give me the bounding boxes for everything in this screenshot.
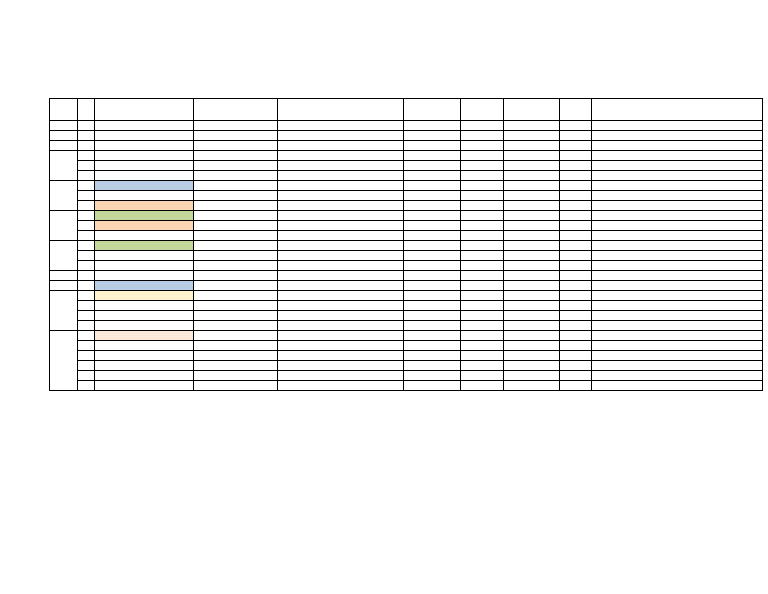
entry-cell[interactable] bbox=[461, 151, 504, 161]
gmail-cell[interactable] bbox=[278, 141, 404, 151]
designation-cell[interactable] bbox=[194, 181, 278, 191]
phone-cell[interactable] bbox=[404, 141, 461, 151]
table-row bbox=[50, 211, 763, 221]
table-row bbox=[50, 341, 763, 351]
col-header-entry bbox=[461, 99, 504, 121]
table-row bbox=[50, 241, 763, 251]
sl-cell[interactable] bbox=[78, 381, 95, 391]
header-row bbox=[50, 99, 763, 121]
status-cell[interactable] bbox=[504, 181, 560, 191]
status-cell[interactable] bbox=[504, 161, 560, 171]
blood-group-cell[interactable] bbox=[560, 271, 592, 281]
col-header-phone bbox=[404, 99, 461, 121]
blood-group-cell[interactable] bbox=[560, 201, 592, 211]
designation-cell[interactable] bbox=[194, 281, 278, 291]
entry-cell[interactable] bbox=[461, 121, 504, 131]
phone-cell[interactable] bbox=[404, 201, 461, 211]
designation-cell[interactable] bbox=[194, 291, 278, 301]
designation-cell[interactable] bbox=[194, 211, 278, 221]
table-row bbox=[50, 281, 763, 291]
entry-cell[interactable] bbox=[461, 171, 504, 181]
batch-cell[interactable] bbox=[50, 331, 78, 391]
phone-cell[interactable] bbox=[404, 291, 461, 301]
designation-cell[interactable] bbox=[194, 201, 278, 211]
blood-group-cell[interactable] bbox=[560, 241, 592, 251]
entry-cell[interactable] bbox=[461, 331, 504, 341]
phone-cell[interactable] bbox=[404, 221, 461, 231]
gmail-cell[interactable] bbox=[278, 291, 404, 301]
name-cell[interactable] bbox=[95, 121, 194, 131]
name-cell[interactable] bbox=[95, 141, 194, 151]
status-cell[interactable] bbox=[504, 141, 560, 151]
sl-cell[interactable] bbox=[78, 301, 95, 311]
col-header-designation bbox=[194, 99, 278, 121]
name-cell[interactable] bbox=[95, 371, 194, 381]
entry-cell[interactable] bbox=[461, 341, 504, 351]
status-cell[interactable] bbox=[504, 191, 560, 201]
entry-cell[interactable] bbox=[461, 251, 504, 261]
address-cell[interactable] bbox=[592, 371, 763, 381]
status-cell[interactable] bbox=[504, 311, 560, 321]
blood-group-cell[interactable] bbox=[560, 281, 592, 291]
phone-cell[interactable] bbox=[404, 351, 461, 361]
entry-cell[interactable] bbox=[461, 271, 504, 281]
phone-cell[interactable] bbox=[404, 171, 461, 181]
blood-group-cell[interactable] bbox=[560, 341, 592, 351]
name-cell[interactable] bbox=[95, 151, 194, 161]
batch-cell[interactable] bbox=[50, 281, 78, 291]
name-cell[interactable] bbox=[95, 131, 194, 141]
name-cell[interactable] bbox=[95, 351, 194, 361]
phone-cell[interactable] bbox=[404, 211, 461, 221]
designation-cell[interactable] bbox=[194, 131, 278, 141]
blood-group-cell[interactable] bbox=[560, 171, 592, 181]
blood-group-cell[interactable] bbox=[560, 121, 592, 131]
gmail-cell[interactable] bbox=[278, 371, 404, 381]
name-cell[interactable] bbox=[95, 201, 194, 211]
status-cell[interactable] bbox=[504, 291, 560, 301]
sl-cell[interactable] bbox=[78, 141, 95, 151]
entry-cell[interactable] bbox=[461, 281, 504, 291]
table-row bbox=[50, 351, 763, 361]
gmail-cell[interactable] bbox=[278, 341, 404, 351]
address-cell[interactable] bbox=[592, 311, 763, 321]
batch-cell[interactable] bbox=[50, 121, 78, 131]
blood-group-cell[interactable] bbox=[560, 161, 592, 171]
designation-cell[interactable] bbox=[194, 261, 278, 271]
blood-group-cell[interactable] bbox=[560, 381, 592, 391]
address-cell[interactable] bbox=[592, 341, 763, 351]
phone-cell[interactable] bbox=[404, 181, 461, 191]
sl-cell[interactable] bbox=[78, 171, 95, 181]
blood-group-cell[interactable] bbox=[560, 321, 592, 331]
address-cell[interactable] bbox=[592, 321, 763, 331]
sl-cell[interactable] bbox=[78, 371, 95, 381]
blood-group-cell[interactable] bbox=[560, 311, 592, 321]
sl-cell[interactable] bbox=[78, 251, 95, 261]
address-cell[interactable] bbox=[592, 271, 763, 281]
designation-cell[interactable] bbox=[194, 371, 278, 381]
blood-group-cell[interactable] bbox=[560, 151, 592, 161]
sl-cell[interactable] bbox=[78, 211, 95, 221]
sl-cell[interactable] bbox=[78, 261, 95, 271]
blood-group-cell[interactable] bbox=[560, 351, 592, 361]
blood-group-cell[interactable] bbox=[560, 221, 592, 231]
status-cell[interactable] bbox=[504, 371, 560, 381]
sl-cell[interactable] bbox=[78, 131, 95, 141]
blood-group-cell[interactable] bbox=[560, 251, 592, 261]
status-cell[interactable] bbox=[504, 381, 560, 391]
name-cell[interactable] bbox=[95, 261, 194, 271]
blood-group-cell[interactable] bbox=[560, 231, 592, 241]
sl-cell[interactable] bbox=[78, 181, 95, 191]
entry-cell[interactable] bbox=[461, 381, 504, 391]
team-table bbox=[49, 98, 763, 391]
name-cell[interactable] bbox=[95, 171, 194, 181]
status-cell[interactable] bbox=[504, 211, 560, 221]
address-cell[interactable] bbox=[592, 211, 763, 221]
address-cell[interactable] bbox=[592, 301, 763, 311]
sl-cell[interactable] bbox=[78, 231, 95, 241]
designation-cell[interactable] bbox=[194, 221, 278, 231]
designation-cell[interactable] bbox=[194, 251, 278, 261]
name-cell[interactable] bbox=[95, 381, 194, 391]
address-cell[interactable] bbox=[592, 291, 763, 301]
table-row bbox=[50, 141, 763, 151]
table-row bbox=[50, 191, 763, 201]
name-cell[interactable] bbox=[95, 291, 194, 301]
blood-group-cell[interactable] bbox=[560, 361, 592, 371]
gmail-cell[interactable] bbox=[278, 261, 404, 271]
col-header-status bbox=[504, 99, 560, 121]
blood-group-cell[interactable] bbox=[560, 331, 592, 341]
status-cell[interactable] bbox=[504, 251, 560, 261]
address-cell[interactable] bbox=[592, 181, 763, 191]
name-cell[interactable] bbox=[95, 221, 194, 231]
entry-cell[interactable] bbox=[461, 191, 504, 201]
table-row bbox=[50, 261, 763, 271]
gmail-cell[interactable] bbox=[278, 231, 404, 241]
status-cell[interactable] bbox=[504, 301, 560, 311]
address-cell[interactable] bbox=[592, 191, 763, 201]
designation-cell[interactable] bbox=[194, 171, 278, 181]
designation-cell[interactable] bbox=[194, 121, 278, 131]
entry-cell[interactable] bbox=[461, 221, 504, 231]
gmail-cell[interactable] bbox=[278, 351, 404, 361]
status-cell[interactable] bbox=[504, 351, 560, 361]
designation-cell[interactable] bbox=[194, 381, 278, 391]
address-cell[interactable] bbox=[592, 161, 763, 171]
table-row bbox=[50, 221, 763, 231]
phone-cell[interactable] bbox=[404, 161, 461, 171]
sl-cell[interactable] bbox=[78, 241, 95, 251]
designation-cell[interactable] bbox=[194, 141, 278, 151]
entry-cell[interactable] bbox=[461, 361, 504, 371]
gmail-cell[interactable] bbox=[278, 271, 404, 281]
phone-cell[interactable] bbox=[404, 331, 461, 341]
name-cell[interactable] bbox=[95, 311, 194, 321]
table-row bbox=[50, 371, 763, 381]
address-cell[interactable] bbox=[592, 281, 763, 291]
designation-cell[interactable] bbox=[194, 331, 278, 341]
table-row bbox=[50, 331, 763, 341]
name-cell[interactable] bbox=[95, 331, 194, 341]
address-cell[interactable] bbox=[592, 171, 763, 181]
address-cell[interactable] bbox=[592, 241, 763, 251]
table-row bbox=[50, 231, 763, 241]
batch-cell[interactable] bbox=[50, 241, 78, 271]
phone-cell[interactable] bbox=[404, 301, 461, 311]
address-cell[interactable] bbox=[592, 151, 763, 161]
sl-cell[interactable] bbox=[78, 161, 95, 171]
phone-cell[interactable] bbox=[404, 271, 461, 281]
entry-cell[interactable] bbox=[461, 201, 504, 211]
entry-cell[interactable] bbox=[461, 241, 504, 251]
address-cell[interactable] bbox=[592, 381, 763, 391]
phone-cell[interactable] bbox=[404, 361, 461, 371]
designation-cell[interactable] bbox=[194, 341, 278, 351]
col-header-name bbox=[95, 99, 194, 121]
status-cell[interactable] bbox=[504, 221, 560, 231]
address-cell[interactable] bbox=[592, 261, 763, 271]
sl-cell[interactable] bbox=[78, 361, 95, 371]
entry-cell[interactable] bbox=[461, 321, 504, 331]
status-cell[interactable] bbox=[504, 171, 560, 181]
status-cell[interactable] bbox=[504, 201, 560, 211]
gmail-cell[interactable] bbox=[278, 331, 404, 341]
batch-cell[interactable] bbox=[50, 211, 78, 241]
gmail-cell[interactable] bbox=[278, 171, 404, 181]
sl-cell[interactable] bbox=[78, 331, 95, 341]
status-cell[interactable] bbox=[504, 281, 560, 291]
table-row bbox=[50, 311, 763, 321]
name-cell[interactable] bbox=[95, 251, 194, 261]
table-row bbox=[50, 271, 763, 281]
address-cell[interactable] bbox=[592, 231, 763, 241]
phone-cell[interactable] bbox=[404, 131, 461, 141]
gmail-cell[interactable] bbox=[278, 301, 404, 311]
blood-group-cell[interactable] bbox=[560, 371, 592, 381]
sl-cell[interactable] bbox=[78, 291, 95, 301]
batch-cell[interactable] bbox=[50, 131, 78, 141]
name-cell[interactable] bbox=[95, 241, 194, 251]
name-cell[interactable] bbox=[95, 301, 194, 311]
gmail-cell[interactable] bbox=[278, 361, 404, 371]
status-cell[interactable] bbox=[504, 271, 560, 281]
status-cell[interactable] bbox=[504, 151, 560, 161]
entry-cell[interactable] bbox=[461, 231, 504, 241]
sl-cell[interactable] bbox=[78, 341, 95, 351]
table-row bbox=[50, 381, 763, 391]
entry-cell[interactable] bbox=[461, 181, 504, 191]
sl-cell[interactable] bbox=[78, 221, 95, 231]
table-row bbox=[50, 121, 763, 131]
gmail-cell[interactable] bbox=[278, 211, 404, 221]
phone-cell[interactable] bbox=[404, 121, 461, 131]
designation-cell[interactable] bbox=[194, 231, 278, 241]
address-cell[interactable] bbox=[592, 201, 763, 211]
batch-cell[interactable] bbox=[50, 151, 78, 181]
name-cell[interactable] bbox=[95, 271, 194, 281]
sl-cell[interactable] bbox=[78, 121, 95, 131]
table-row bbox=[50, 161, 763, 171]
entry-cell[interactable] bbox=[461, 141, 504, 151]
entry-cell[interactable] bbox=[461, 161, 504, 171]
table-row bbox=[50, 151, 763, 161]
name-cell[interactable] bbox=[95, 231, 194, 241]
status-cell[interactable] bbox=[504, 261, 560, 271]
phone-cell[interactable] bbox=[404, 241, 461, 251]
status-cell[interactable] bbox=[504, 361, 560, 371]
designation-cell[interactable] bbox=[194, 361, 278, 371]
status-cell[interactable] bbox=[504, 341, 560, 351]
gmail-cell[interactable] bbox=[278, 251, 404, 261]
entry-cell[interactable] bbox=[461, 311, 504, 321]
name-cell[interactable] bbox=[95, 321, 194, 331]
address-cell[interactable] bbox=[592, 331, 763, 341]
designation-cell[interactable] bbox=[194, 311, 278, 321]
gmail-cell[interactable] bbox=[278, 191, 404, 201]
table-row bbox=[50, 291, 763, 301]
table-row bbox=[50, 131, 763, 141]
col-header-gmail bbox=[278, 99, 404, 121]
entry-cell[interactable] bbox=[461, 291, 504, 301]
batch-cell[interactable] bbox=[50, 141, 78, 151]
table-row bbox=[50, 301, 763, 311]
phone-cell[interactable] bbox=[404, 261, 461, 271]
sl-cell[interactable] bbox=[78, 271, 95, 281]
sl-cell[interactable] bbox=[78, 201, 95, 211]
blood-group-cell[interactable] bbox=[560, 181, 592, 191]
batch-cell[interactable] bbox=[50, 271, 78, 281]
phone-cell[interactable] bbox=[404, 151, 461, 161]
gmail-cell[interactable] bbox=[278, 161, 404, 171]
blood-group-cell[interactable] bbox=[560, 141, 592, 151]
phone-cell[interactable] bbox=[404, 371, 461, 381]
gmail-cell[interactable] bbox=[278, 221, 404, 231]
address-cell[interactable] bbox=[592, 221, 763, 231]
status-cell[interactable] bbox=[504, 331, 560, 341]
phone-cell[interactable] bbox=[404, 231, 461, 241]
entry-cell[interactable] bbox=[461, 211, 504, 221]
address-cell[interactable] bbox=[592, 351, 763, 361]
phone-cell[interactable] bbox=[404, 311, 461, 321]
status-cell[interactable] bbox=[504, 131, 560, 141]
gmail-cell[interactable] bbox=[278, 181, 404, 191]
col-header-blood bbox=[560, 99, 592, 121]
table-body bbox=[50, 121, 763, 391]
entry-cell[interactable] bbox=[461, 351, 504, 361]
name-cell[interactable] bbox=[95, 341, 194, 351]
sl-cell[interactable] bbox=[78, 351, 95, 361]
entry-cell[interactable] bbox=[461, 131, 504, 141]
designation-cell[interactable] bbox=[194, 161, 278, 171]
phone-cell[interactable] bbox=[404, 321, 461, 331]
designation-cell[interactable] bbox=[194, 151, 278, 161]
col-header-sl bbox=[78, 99, 95, 121]
table-row bbox=[50, 201, 763, 211]
blood-group-cell[interactable] bbox=[560, 191, 592, 201]
blood-group-cell[interactable] bbox=[560, 211, 592, 221]
blood-group-cell[interactable] bbox=[560, 301, 592, 311]
phone-cell[interactable] bbox=[404, 251, 461, 261]
name-cell[interactable] bbox=[95, 181, 194, 191]
table-row bbox=[50, 181, 763, 191]
address-cell[interactable] bbox=[592, 131, 763, 141]
gmail-cell[interactable] bbox=[278, 121, 404, 131]
address-cell[interactable] bbox=[592, 121, 763, 131]
name-cell[interactable] bbox=[95, 361, 194, 371]
col-header-batch bbox=[50, 99, 78, 121]
blood-group-cell[interactable] bbox=[560, 291, 592, 301]
address-cell[interactable] bbox=[592, 361, 763, 371]
designation-cell[interactable] bbox=[194, 241, 278, 251]
name-cell[interactable] bbox=[95, 191, 194, 201]
status-cell[interactable] bbox=[504, 321, 560, 331]
gmail-cell[interactable] bbox=[278, 321, 404, 331]
gmail-cell[interactable] bbox=[278, 311, 404, 321]
phone-cell[interactable] bbox=[404, 191, 461, 201]
address-cell[interactable] bbox=[592, 141, 763, 151]
phone-cell[interactable] bbox=[404, 341, 461, 351]
name-cell[interactable] bbox=[95, 161, 194, 171]
entry-cell[interactable] bbox=[461, 261, 504, 271]
sl-cell[interactable] bbox=[78, 191, 95, 201]
sl-cell[interactable] bbox=[78, 311, 95, 321]
col-header-address bbox=[592, 99, 763, 121]
table-row bbox=[50, 361, 763, 371]
address-cell[interactable] bbox=[592, 251, 763, 261]
designation-cell[interactable] bbox=[194, 351, 278, 361]
designation-cell[interactable] bbox=[194, 271, 278, 281]
gmail-cell[interactable] bbox=[278, 131, 404, 141]
gmail-cell[interactable] bbox=[278, 201, 404, 211]
gmail-cell[interactable] bbox=[278, 151, 404, 161]
batch-cell[interactable] bbox=[50, 291, 78, 331]
entry-cell[interactable] bbox=[461, 301, 504, 311]
gmail-cell[interactable] bbox=[278, 381, 404, 391]
table-row bbox=[50, 321, 763, 331]
sl-cell[interactable] bbox=[78, 281, 95, 291]
status-cell[interactable] bbox=[504, 231, 560, 241]
status-cell[interactable] bbox=[504, 241, 560, 251]
designation-cell[interactable] bbox=[194, 191, 278, 201]
designation-cell[interactable] bbox=[194, 321, 278, 331]
status-cell[interactable] bbox=[504, 121, 560, 131]
table-row bbox=[50, 171, 763, 181]
gmail-cell[interactable] bbox=[278, 281, 404, 291]
blood-group-cell[interactable] bbox=[560, 131, 592, 141]
name-cell[interactable] bbox=[95, 281, 194, 291]
table-row bbox=[50, 251, 763, 261]
designation-cell[interactable] bbox=[194, 301, 278, 311]
sl-cell[interactable] bbox=[78, 321, 95, 331]
blood-group-cell[interactable] bbox=[560, 261, 592, 271]
batch-cell[interactable] bbox=[50, 181, 78, 211]
entry-cell[interactable] bbox=[461, 371, 504, 381]
phone-cell[interactable] bbox=[404, 381, 461, 391]
phone-cell[interactable] bbox=[404, 281, 461, 291]
sl-cell[interactable] bbox=[78, 151, 95, 161]
gmail-cell[interactable] bbox=[278, 241, 404, 251]
name-cell[interactable] bbox=[95, 211, 194, 221]
